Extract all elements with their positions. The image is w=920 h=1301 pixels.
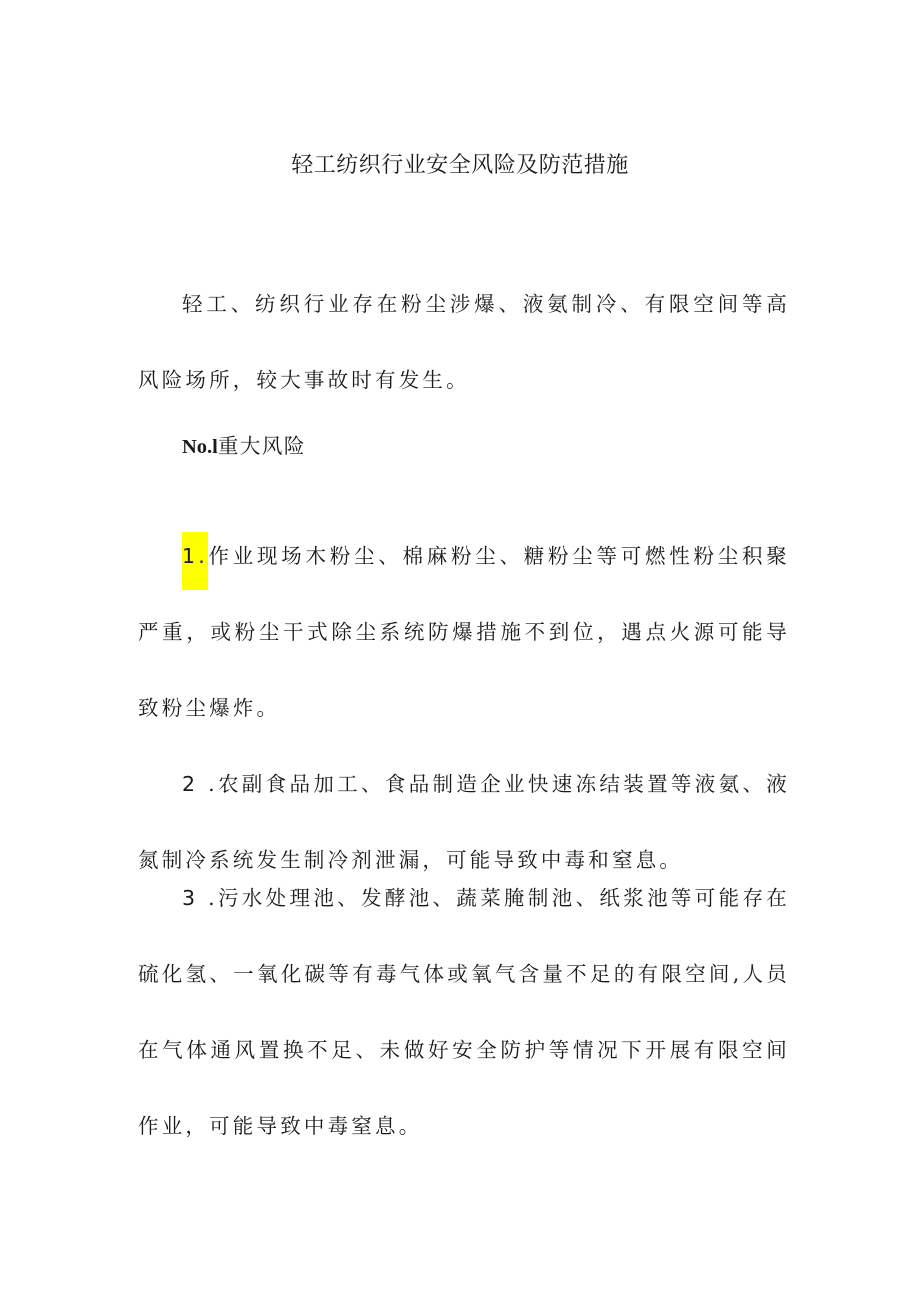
risk-item-2-number: 2 — [182, 772, 199, 796]
risk-item-3-number: 3 — [182, 886, 199, 910]
section-heading-number: No.l — [182, 436, 218, 458]
intro-paragraph: 轻工、纺织行业存在粉尘涉爆、液氨制冷、有限空间等高风险场所，较大事故时有发生。 — [138, 292, 790, 392]
risk-item-3-text: .污水处理池、发酵池、蔬菜腌制池、纸浆池等可能存在硫化氢、一氧化碳等有毒气体或氧气含量不足的有限空间,人员在气体通风置换不足、未做好安全防护等情况下开展有限空间作业，可能导致中毒窒息。 — [138, 886, 790, 1138]
document-title: 轻工纺织行业安全风险及防范措施 — [291, 153, 629, 178]
section-heading — [138, 418, 790, 475]
risk-item-1-text: 作业现场木粉尘、棉麻粉尘、糖粉尘等可燃性粉尘积聚严重，或粉尘干式除尘系统防爆措施不到位，遇点火源可能导致粉尘爆炸。 — [138, 544, 790, 720]
section-heading-text: 重大风险 — [217, 434, 306, 458]
risk-item-1 — [138, 518, 790, 746]
risk-item-2-text: .农副食品加工、食品制造企业快速冻结装置等液氨、液氮制冷系统发生制冷剂泄漏，可能导致中毒和窒息。 — [138, 772, 790, 872]
risk-item-3 — [138, 860, 790, 1164]
risk-item-1-number: 1. — [182, 532, 208, 590]
